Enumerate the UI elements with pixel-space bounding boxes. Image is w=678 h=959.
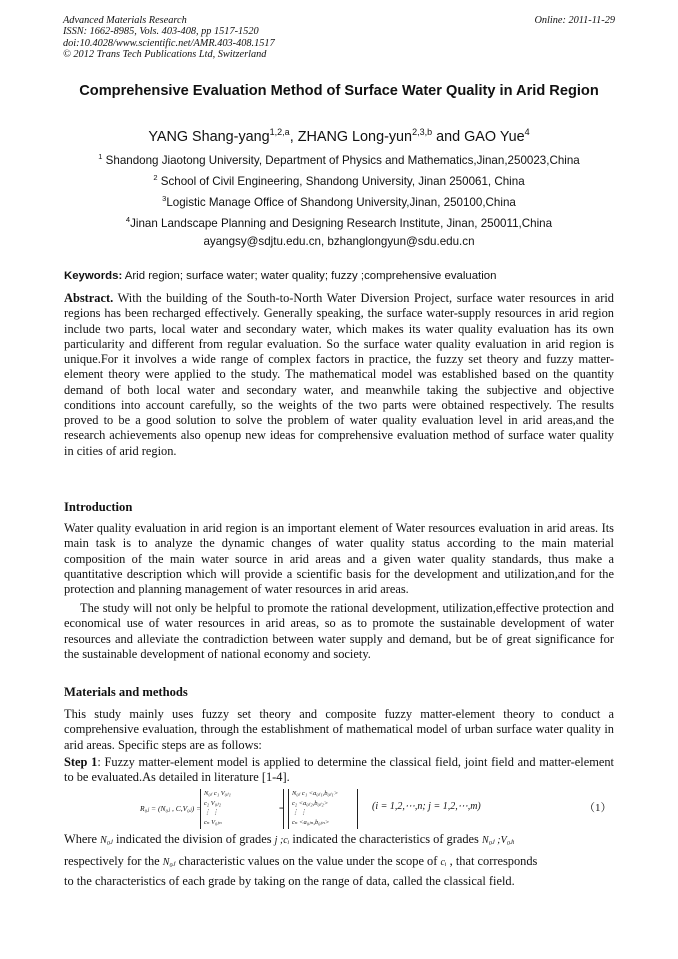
issn-line: ISSN: 1662-8985, Vols. 403-408, pp 1517-1520 bbox=[63, 26, 259, 38]
author-affil-mark: 2,3,b bbox=[412, 127, 433, 137]
keywords bbox=[64, 269, 614, 283]
author-affil-mark: 4 bbox=[524, 127, 530, 137]
matrix-row: ⋮ ⋮ bbox=[204, 809, 219, 816]
math-symbol: N₀ⱼ ;V₀ⱼᵢ bbox=[481, 835, 515, 846]
journal-name: Advanced Materials Research bbox=[63, 15, 187, 26]
paper-title: Comprehensive Evaluation Method of Surface Water Quality in Arid Region bbox=[79, 83, 599, 99]
keywords-label: Keywords: bbox=[64, 270, 123, 282]
equation-lhs: R₀ⱼ = (N₀ⱼ , C,V₀ⱼ) = bbox=[140, 804, 202, 813]
where-text: , that corresponds bbox=[449, 854, 538, 868]
where-text: respectively for the bbox=[64, 854, 163, 868]
affiliation-number: 2 bbox=[153, 173, 158, 182]
matrix-row: N₀ⱼ c₁ <a₀ⱼ₁,b₀ⱼ₁> bbox=[292, 790, 339, 797]
introduction-paragraph: The study will not only be helpful to promote the rational development, utilization,effective protection and economical use of water resources in arid areas, so as to promote the sustainable development of water resources and alleviate the contradiction between water supply and demand, but be of great significance for the sustainable development of national economy and society. bbox=[64, 601, 614, 661]
step-paragraph bbox=[64, 755, 614, 786]
matrix-left bbox=[200, 789, 284, 829]
affiliation bbox=[40, 171, 638, 189]
affiliation bbox=[40, 150, 638, 168]
equals-sign: = bbox=[279, 804, 284, 813]
equation-number: （1） bbox=[584, 802, 612, 814]
doi-line[interactable]: doi:10.4028/www.scientific.net/AMR.403-408.1517 bbox=[63, 37, 275, 49]
where-text: indicated the characteristics of grades bbox=[292, 832, 482, 846]
step-label: Step 1 bbox=[64, 755, 98, 769]
matrix-row: c₂ <a₀ⱼ₂,b₀ⱼ₂> bbox=[292, 799, 329, 807]
section-heading-introduction: Introduction bbox=[64, 500, 133, 514]
online-date: Online: 2011-11-29 bbox=[534, 15, 615, 26]
math-symbol: N₀ⱼ bbox=[162, 857, 176, 868]
affiliation-text: Logistic Manage Office of Shandong University,Jinan, 250100,China bbox=[166, 195, 516, 209]
abstract bbox=[64, 291, 614, 459]
author-list bbox=[60, 123, 618, 146]
affiliation bbox=[40, 213, 638, 231]
matrix-row: c₂ V₀ⱼ₂ bbox=[204, 799, 221, 807]
equation-range: (i = 1,2,⋯,n; j = 1,2,⋯,m) bbox=[372, 801, 481, 812]
math-symbol: j ;cᵢ bbox=[274, 835, 290, 846]
matrix-row: N₀ⱼ c₁ V₀ⱼ₁ bbox=[204, 790, 231, 797]
copyright-line: © 2012 Trans Tech Publications Ltd, Switzerland bbox=[63, 49, 267, 61]
matrix-row: cₙ V₀ⱼₙ bbox=[204, 818, 222, 826]
author-affil-mark: 1,2,a bbox=[269, 127, 290, 137]
running-header bbox=[63, 15, 615, 61]
author-name: YANG Shang-yang bbox=[148, 128, 270, 145]
matrix-row: ⋮ ⋮ bbox=[292, 809, 307, 816]
author-separator: , bbox=[289, 128, 298, 145]
matrix-right bbox=[288, 789, 358, 829]
section-heading-methods: Materials and methods bbox=[64, 685, 188, 699]
email-addresses[interactable]: ayangsy@sdjtu.edu.cn, bzhanglongyun@sdu.edu.cn bbox=[203, 235, 475, 248]
matrix-row: cₙ <a₀ⱼₙ,b₀ⱼₙ> bbox=[292, 818, 330, 826]
affiliation-text: Jinan Landscape Planning and Designing Research Institute, Jinan, 250011,China bbox=[130, 216, 553, 230]
affiliation-number: 3 bbox=[162, 194, 167, 203]
equation-1 bbox=[140, 789, 620, 831]
where-line bbox=[64, 852, 614, 872]
math-symbol: cᵢ bbox=[440, 857, 447, 868]
methods-paragraph: This study mainly uses fuzzy set theory and composite fuzzy matter-element theory to conduct a comprehensive evaluation, through the establishment of mathematical model of urban surface water quality in arid areas. Specific steps are as follows: bbox=[64, 707, 614, 752]
author-separator: and bbox=[432, 128, 465, 145]
affiliation-text: Shandong Jiaotong University, Department of Physics and Mathematics,Jinan,250023,China bbox=[105, 153, 580, 167]
where-line: to the characteristics of each grade by taking on the range of data, called the classical field. bbox=[64, 874, 515, 888]
author-name: GAO Yue bbox=[464, 128, 525, 145]
abstract-label: Abstract. bbox=[64, 291, 114, 305]
affiliation-number: 1 bbox=[98, 152, 103, 161]
where-text: Where bbox=[64, 832, 101, 846]
where-text: indicated the division of grades bbox=[116, 832, 275, 846]
affiliation bbox=[40, 192, 638, 210]
affiliation-number: 4 bbox=[125, 215, 131, 224]
where-text: characteristic values on the value under the scope of bbox=[178, 854, 441, 868]
affiliation-text: School of Civil Engineering, Shandong University, Jinan 250061, China bbox=[160, 174, 525, 188]
math-symbol: N₀ⱼ bbox=[100, 835, 113, 846]
abstract-text: With the building of the South-to-North Water Diversion Project, surface water resources in arid regions has been recharged effectively. Generally speaking, the surface water-supply resources in arid region include two parts, local water and secondary water, which makes its water quality evaluation has its own particularity and different from regular evaluation. So the surface water quality evaluation in arid region is unique.For it involves a wide range of complex factors in practice, the fuzzy set theory and fuzzy matter-element theory were applied to the study. The mathematical model was established based on the quantity demand of both local water and secondary water, and meanwhile taking the subjective and objective conditions into account carefully, so the weights of the two parts were obtained respectively. The results proved to be a good solution to solve the problem of water quality evaluation level in arid areas,and the research achievements also openup new ideas for comprehensive evaluation method of surface water quality in cities of arid region. bbox=[64, 291, 614, 458]
step-text: : Fuzzy matter-element model is applied to determine the classical field, joint field and matter-element to be evaluated.As detailed in literature [1-4]. bbox=[64, 755, 614, 785]
keywords-text: Arid region; surface water; water quality; fuzzy ;comprehensive evaluation bbox=[122, 270, 497, 282]
introduction-paragraph: Water quality evaluation in arid region is an important element of Water resources evaluation in arid areas. Its main task is to analyze the dynamic changes of water quality status according to the main material composition of the main water source in arid areas and a given water quality standards, thus make a quantitative description which will provide a scientific basis for the development and utilization,and for the protection and planning management of water resources in arid areas. bbox=[64, 521, 614, 596]
where-line bbox=[64, 830, 614, 850]
author-name: ZHANG Long-yun bbox=[297, 128, 413, 145]
